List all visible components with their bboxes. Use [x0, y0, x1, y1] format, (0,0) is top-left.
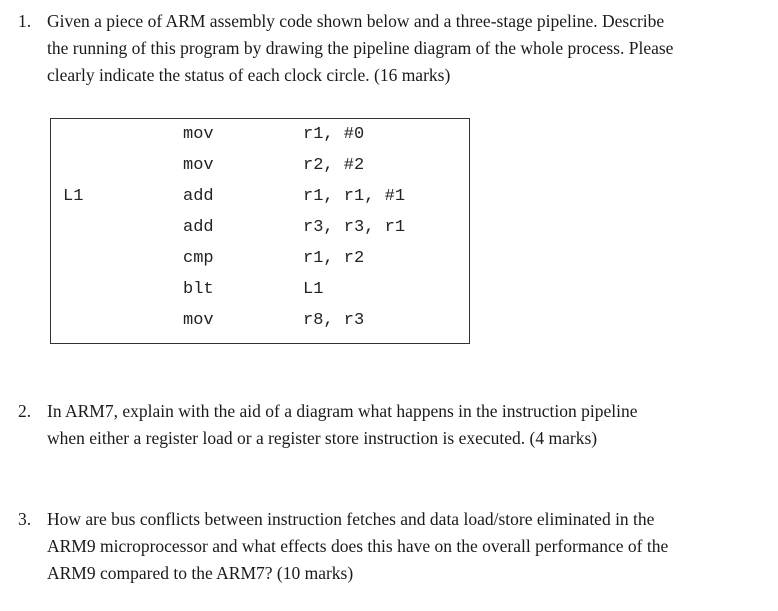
question-line: when either a register load or a register store instruction is executed. (4 marks) — [47, 428, 598, 448]
code-opcode: add — [183, 218, 214, 237]
code-opcode: cmp — [183, 249, 214, 268]
question-line: Given a piece of ARM assembly code shown below and a three-stage pipeline. Describe — [47, 11, 665, 31]
code-opcode: mov — [183, 156, 214, 175]
code-line — [51, 278, 469, 302]
question-number: 1. — [18, 11, 32, 31]
code-line — [51, 154, 469, 178]
code-opcode: mov — [183, 311, 214, 330]
assembly-code-box — [50, 118, 470, 344]
code-operands: r1, #0 — [303, 125, 365, 144]
code-line — [51, 185, 469, 209]
code-operands: r3, r3, r1 — [303, 218, 406, 237]
code-operands: r1, r2 — [303, 249, 365, 268]
code-operands: L1 — [303, 280, 324, 299]
code-operands: r2, #2 — [303, 156, 365, 175]
question-line: How are bus conflicts between instruction fetches and data load/store eliminated in the — [47, 509, 655, 529]
question-text — [47, 398, 767, 452]
code-line — [51, 123, 469, 147]
question-line: ARM9 microprocessor and what effects does this have on the overall performance of the — [47, 536, 669, 556]
question-text — [47, 8, 767, 89]
code-opcode: add — [183, 187, 214, 206]
code-line — [51, 216, 469, 240]
code-operands: r1, r1, #1 — [303, 187, 406, 206]
question-number: 2. — [18, 401, 32, 421]
question-line: clearly indicate the status of each clock circle. (16 marks) — [47, 65, 451, 85]
question-line: In ARM7, explain with the aid of a diagram what happens in the instruction pipeline — [47, 401, 638, 421]
question-text — [47, 506, 767, 587]
code-label: L1 — [63, 187, 84, 206]
question-line: the running of this program by drawing the pipeline diagram of the whole process. Please — [47, 38, 674, 58]
code-operands: r8, r3 — [303, 311, 365, 330]
question-number: 3. — [18, 509, 32, 529]
code-line — [51, 247, 469, 271]
code-opcode: blt — [183, 280, 214, 299]
code-opcode: mov — [183, 125, 214, 144]
code-line — [51, 309, 469, 333]
question-line: ARM9 compared to the ARM7? (10 marks) — [47, 563, 354, 583]
